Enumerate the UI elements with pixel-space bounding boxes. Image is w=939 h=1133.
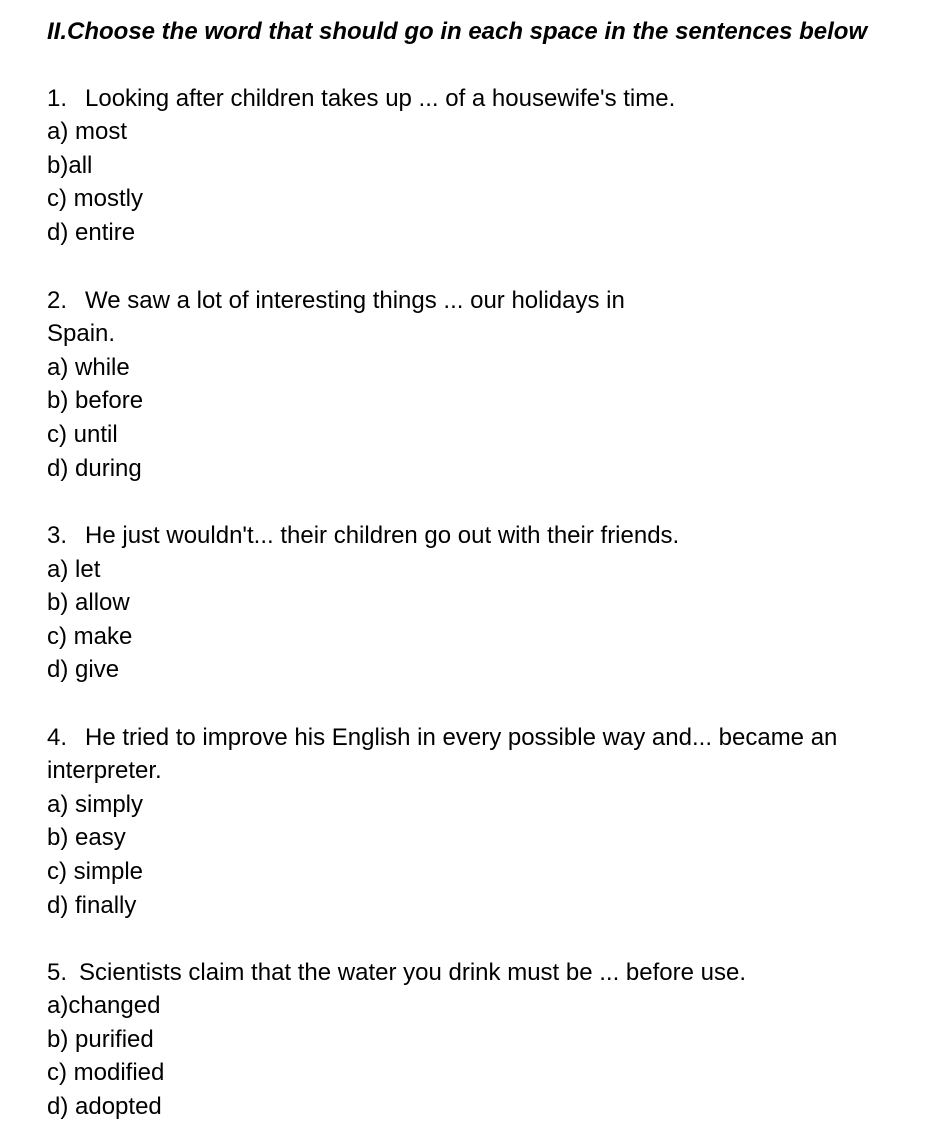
question-2-text-continued: Spain. <box>47 320 116 347</box>
question-4-number: 4. <box>47 724 68 751</box>
question-5-option-a: a)changed <box>47 992 161 1019</box>
question-5-option-b: b) purified <box>47 1026 154 1053</box>
question-3-stem <box>47 521 679 551</box>
question-2-option-d: d) during <box>47 455 142 482</box>
question-1-option-d: d) entire <box>47 219 136 246</box>
question-2-number: 2. <box>47 287 68 314</box>
question-5-option-d: d) adopted <box>47 1093 162 1120</box>
question-1-number: 1. <box>47 85 68 112</box>
question-4-option-a: a) simply <box>47 791 144 818</box>
question-1-option-b: b)all <box>47 152 93 179</box>
question-5-stem <box>47 958 746 988</box>
question-1-stem <box>47 84 675 114</box>
question-3-option-b: b) allow <box>47 589 130 616</box>
question-4-text-continued: interpreter. <box>47 757 162 784</box>
question-1-option-a: a) most <box>47 118 128 145</box>
question-4-option-c: c) simple <box>47 858 144 885</box>
question-5-number: 5. <box>47 959 68 986</box>
question-4-option-d: d) finally <box>47 892 137 919</box>
question-1-option-c: c) mostly <box>47 185 143 212</box>
question-4-text: He tried to improve his English in every possible way and... became an <box>85 724 838 751</box>
question-3-text: He just wouldn't... their children go out with their friends. <box>85 522 680 549</box>
question-1-text: Looking after children takes up ... of a housewife's time. <box>85 85 676 112</box>
question-2-text: We saw a lot of interesting things ... our holidays in <box>85 287 625 314</box>
question-5-option-c: c) modified <box>47 1059 165 1086</box>
question-4-option-b: b) easy <box>47 824 126 851</box>
question-3-option-a: a) let <box>47 556 101 583</box>
question-2-option-a: a) while <box>47 354 130 381</box>
question-5-text: Scientists claim that the water you drink must be ... before use. <box>79 959 746 986</box>
section-heading: II.Choose the word that should go in each space in the sentences below <box>47 18 868 45</box>
question-3-option-c: c) make <box>47 623 133 650</box>
question-2-stem <box>47 286 625 316</box>
question-2-option-b: b) before <box>47 387 144 414</box>
question-3-option-d: d) give <box>47 656 120 683</box>
question-3-number: 3. <box>47 522 68 549</box>
question-2-option-c: c) until <box>47 421 118 448</box>
question-4-stem <box>47 723 837 753</box>
